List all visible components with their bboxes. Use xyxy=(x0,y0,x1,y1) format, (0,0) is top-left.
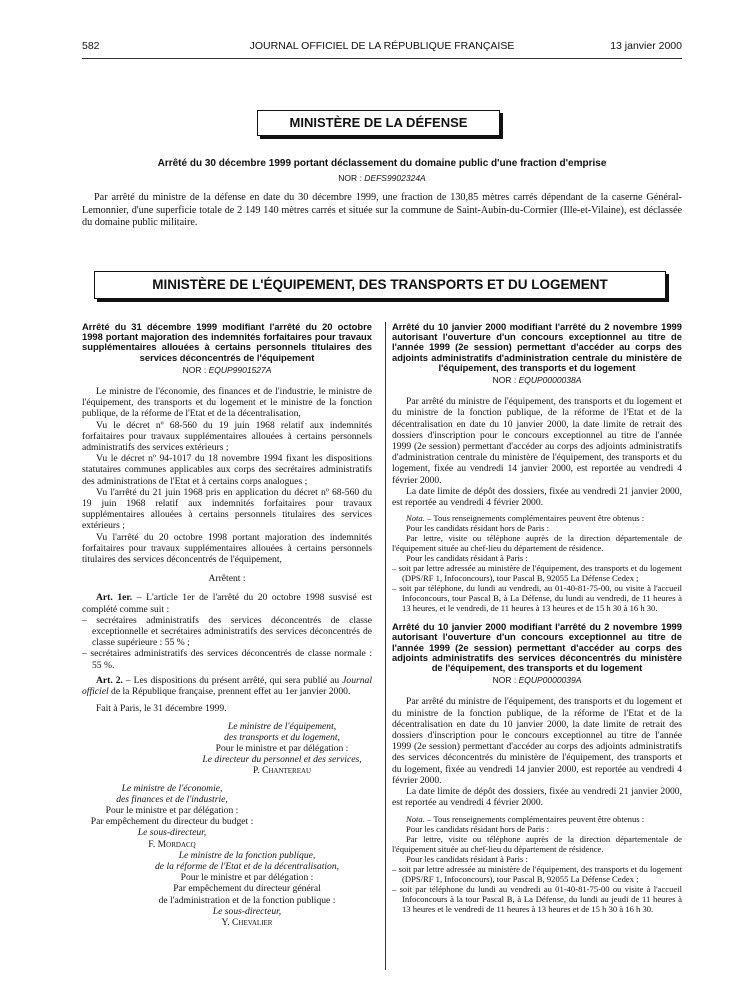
contact-list xyxy=(392,563,682,613)
signatory-title: Le ministre de l'économie, xyxy=(121,782,223,794)
signatory-title: des finances et de l'industrie, xyxy=(116,793,228,805)
left-arrete-title: Arrêté du 31 décembre 1999 modifiant l'arrêté du 20 octobre 1998 portant majoration des indemnités forfaitaires pour travaux supplémentaires allouées à certains personnels titulaires des services déconcentrés de l'équipement xyxy=(82,321,372,363)
left-arrete-nor xyxy=(82,365,372,376)
left-column xyxy=(82,322,372,928)
nor-code: EQUP9901527A xyxy=(208,364,272,375)
right-arrete-1-nor xyxy=(392,375,682,386)
visa-paragraph: Le ministre de l'économie, des finances et de l'industrie, le ministre de l'équipement, des transports et du logement et le ministre de la fonction publique, de la réforme de l'Etat et de la décentralisation, xyxy=(82,386,372,420)
delegation-line: Par empêchement du directeur général xyxy=(173,883,321,895)
arretent-label: Arrêtent : xyxy=(208,573,246,585)
list-item: – secrétaires administratifs des services déconcentrés de classe exceptionnelle et secrétaires administratifs des services déconcentrés de classe supérieure : 55 % ; xyxy=(82,614,372,649)
signatory-title: de la réforme de l'Etat et de la décentralisation, xyxy=(154,860,340,872)
page-number: 582 xyxy=(82,40,100,52)
nota-line: Pour les candidats résidant hors de Paris : xyxy=(406,823,549,834)
right-column xyxy=(392,322,682,914)
signatory-role: Le sous-directeur, xyxy=(137,827,207,839)
contact-list xyxy=(392,864,682,914)
nota-line: Par lettre, visite ou téléphone auprès de la direction départementale de l'équipement située au chef-lieu du département de résidence. xyxy=(392,833,682,854)
article-1-label: Art. 1er. xyxy=(96,592,133,604)
visa-paragraph: Vu le décret nº 68-560 du 19 juin 1968 relatif aux indemnités forfaitaires pour travaux supplémentaires allouées à certains personnels administratifs des services extérieurs ; xyxy=(82,419,372,454)
issue-date: 13 janvier 2000 xyxy=(610,40,682,52)
journal-title: JOURNAL OFFICIEL DE LA RÉPUBLIQUE FRANÇAISE xyxy=(249,40,515,52)
visa-paragraph: Vu l'arrêté du 21 juin 1968 pris en application du décret nº 68-560 du 19 juin 1968 relatif aux indemnités forfaitaires pour travaux supplémentaires allouées à certains personnels titulaires des services extérieurs ; xyxy=(82,486,372,532)
list-item: – soit par lettre adressée au ministère de l'équipement, des transports et du logement (DPS/RF 1, Infoconcours), tour Pascal B, 92055 La Défense Cedex ; xyxy=(392,863,682,884)
nor-code: EQUP0000038A xyxy=(518,375,582,386)
nota-line: Pour les candidats résidant à Paris : xyxy=(406,853,528,864)
nor-label: NOR : xyxy=(182,364,207,375)
header-rule xyxy=(82,58,682,59)
nota-line: Pour les candidats résidant à Paris : xyxy=(406,553,528,564)
nota-label: Nota. xyxy=(406,813,425,824)
ministry-equipement-box xyxy=(94,271,666,299)
nor-label: NOR : xyxy=(492,375,517,386)
delegation-line: Par empêchement du directeur du budget : xyxy=(90,816,254,828)
fait-a-paris: Fait à Paris, le 31 décembre 1999. xyxy=(96,703,227,715)
nota-text: – Tous renseignements complémentaires peuvent être obtenus : xyxy=(424,513,645,524)
arrete-paragraph: La date limite de dépôt des dossiers, fixée au vendredi 21 janvier 2000, est reportée au vendredi 4 février 2000. xyxy=(392,786,682,809)
defense-body: Par arrêté du ministre de la défense en date du 30 décembre 1999, une fraction de 130,85 mètres carrés dépendant de la caserne Général-Lemonnier, d'une superficie totale de 2 149 140 mètres carrés et située sur la commune de Saint-Aubin-du-Cormier (Ille-et-Vilaine), est déclassée du domaine public militaire. xyxy=(82,192,682,228)
signature-block-3 xyxy=(82,850,372,928)
signature-block-2 xyxy=(82,783,372,850)
signature-block-1 xyxy=(82,721,372,777)
nor-label: NOR : xyxy=(492,675,517,686)
ministry-defense-title: MINISTÈRE DE LA DÉFENSE xyxy=(289,115,468,130)
signatory-title: Le ministre de la fonction publique, xyxy=(178,849,316,861)
nota-label: Nota. xyxy=(406,513,425,524)
visa-paragraph: Vu l'arrêté du 20 octobre 1998 portant majoration des indemnités forfaitaires pour travaux supplémentaires allouées à certains personnels titulaires des services déconcentrés de l'équipement, xyxy=(82,531,372,566)
signatory-role: Le sous-directeur, xyxy=(212,905,282,917)
article-2-text-end: de la République française, prennent effet au 1er janvier 2000. xyxy=(108,686,351,698)
nota-text: – Tous renseignements complémentaires peuvent être obtenus : xyxy=(424,813,645,824)
article-1 xyxy=(82,592,372,614)
signatory-name: F. Mordacq xyxy=(148,838,196,850)
article-1-text: – L'article 1er de l'arrêté du 20 octobre 1998 susvisé est complété comme suit : xyxy=(82,592,373,615)
page-header xyxy=(82,40,682,56)
delegation-line: de l'administration et de la fonction publique : xyxy=(158,894,336,906)
signatory-title: des transports et du logement, xyxy=(224,731,340,743)
nota-line: Par lettre, visite ou téléphone auprès de la direction départementale de l'équipement située au chef-lieu du département de résidence. xyxy=(392,533,682,554)
delegation-line: Pour le ministre et par délégation : xyxy=(180,872,314,884)
nota-block-1 xyxy=(392,513,682,613)
ministry-defense-box xyxy=(257,110,500,136)
nor-label: NOR : xyxy=(338,173,362,183)
list-item: – soit par téléphone, du lundi au vendredi, au 01-40-81-75-00, ou visite à l'accueil Infoconcours, tour Pascal B, à La Défense, du lundi au vendredi, de 11 heures à 13 heures, et le vendredi, de 11 heures à 13 heures et de 15 h 30 à 16 h 30. xyxy=(392,583,682,614)
signatory-name: Y. Chevalier xyxy=(221,916,273,928)
right-arrete-2-nor xyxy=(392,675,682,686)
defense-nor xyxy=(82,173,682,183)
right-arrete-2-title: Arrêté du 10 janvier 2000 modifiant l'arrêté du 2 novembre 1999 autorisant l'ouverture d'un concours exceptionnel au titre de l'année 1999 (2e session) permettant d'accéder au corps des adjoints administratifs des services déconcentrés du ministère de l'équipement, des transports et du logement xyxy=(392,621,682,674)
signatory-role: Le directeur du personnel et des services, xyxy=(202,754,362,766)
article-2-label: Art. 2. xyxy=(96,674,123,686)
defense-arrete-title: Arrêté du 30 décembre 1999 portant déclassement du domaine public d'une fraction d'emprise xyxy=(157,158,607,169)
nota-line: Pour les candidats résidant hors de Paris : xyxy=(406,523,549,534)
nor-code: EQUP0000039A xyxy=(518,675,582,686)
list-item: – soit par téléphone du lundi au vendredi au 01-40-81-75-00 ou visite à l'accueil Infoconcours à la tour Pascal B, à La Défense, du lundi au jeudi de 11 heures à 13 heures et le vendredi de 11 heures à 13 heures et de 15 h 30 à 16 h 30. xyxy=(392,883,682,914)
arrete-paragraph: Par arrêté du ministre de l'équipement, des transports et du logement et du ministre de la fonction publique, de la réforme de l'Etat et de la décentralisation en date du 10 janvier 2000, la date limite de retrait des dossiers d'inscription pour le concours exceptionnel au titre de l'année 1999 (2e session) permettant d'accéder au corps des adjoints administratifs des services déconcentrés du ministère de l'équipement, des transports et du logement, fixée au vendredi 14 janvier 2000, est reportée au vendredi 4 février 2000. xyxy=(392,696,682,786)
nota-block-2 xyxy=(392,814,682,914)
arrete-paragraph: La date limite de dépôt des dossiers, fixée au vendredi 21 janvier 2000, est reportée au vendredi 4 février 2000. xyxy=(392,485,682,509)
article-1-list xyxy=(82,615,372,671)
arrete-paragraph: Par arrêté du ministre de l'équipement, des transports et du logement et du ministre de la fonction publique, de la réforme de l'Etat et de la décentralisation en date du 10 janvier 2000, la date limite de retrait des dossiers d'inscription pour le concours exceptionnel au titre de l'année 1999 (2e session) permettant d'accéder au corps des adjoints administratifs d'administration centrale du ministère de l'équipement, des transports et du logement, fixée au vendredi 14 janvier 2000, est reportée au vendredi 4 février 2000. xyxy=(392,396,682,486)
list-item: – soit par lettre adressée au ministère de l'équipement, des transports et du logement (DPS/RF 1, Infoconcours), tour Pascal B, 92055 La Défense Cedex ; xyxy=(392,563,682,584)
right-arrete-1-title: Arrêté du 10 janvier 2000 modifiant l'arrêté du 2 novembre 1999 autorisant l'ouverture d'un concours exceptionnel au titre de l'année 1999 (2e session) permettant d'accéder au corps des adjoints administratifs d'administration centrale du ministère de l'équipement, des transports et du logement xyxy=(392,321,682,373)
delegation-line: Pour le ministre et par délégation : xyxy=(105,804,239,816)
signatory-title: Le ministre de l'équipement, xyxy=(227,720,337,732)
ministry-equipement-title: MINISTÈRE DE L'ÉQUIPEMENT, DES TRANSPORTS ET DU LOGEMENT xyxy=(152,277,608,292)
article-2-text: – Les dispositions du présent arrêté, qui sera publié au xyxy=(125,674,343,686)
nor-code: DEFS9902324A xyxy=(364,173,426,183)
signatory-name: P. Chantereau xyxy=(252,765,312,777)
delegation-line: Pour le ministre et par délégation : xyxy=(215,742,349,754)
journal-name: Journal officiel xyxy=(82,674,373,698)
list-item: – secrétaires administratifs des services déconcentrés de classe normale : 55 %. xyxy=(82,648,372,671)
column-divider xyxy=(385,322,386,970)
article-2 xyxy=(82,675,372,697)
visa-paragraph: Vu le décret nº 94-1017 du 18 novembre 1994 fixant les dispositions statutaires communes applicables aux corps des secrétaires administratifs des administrations de l'Etat et à certains corps analogues ; xyxy=(82,453,372,487)
